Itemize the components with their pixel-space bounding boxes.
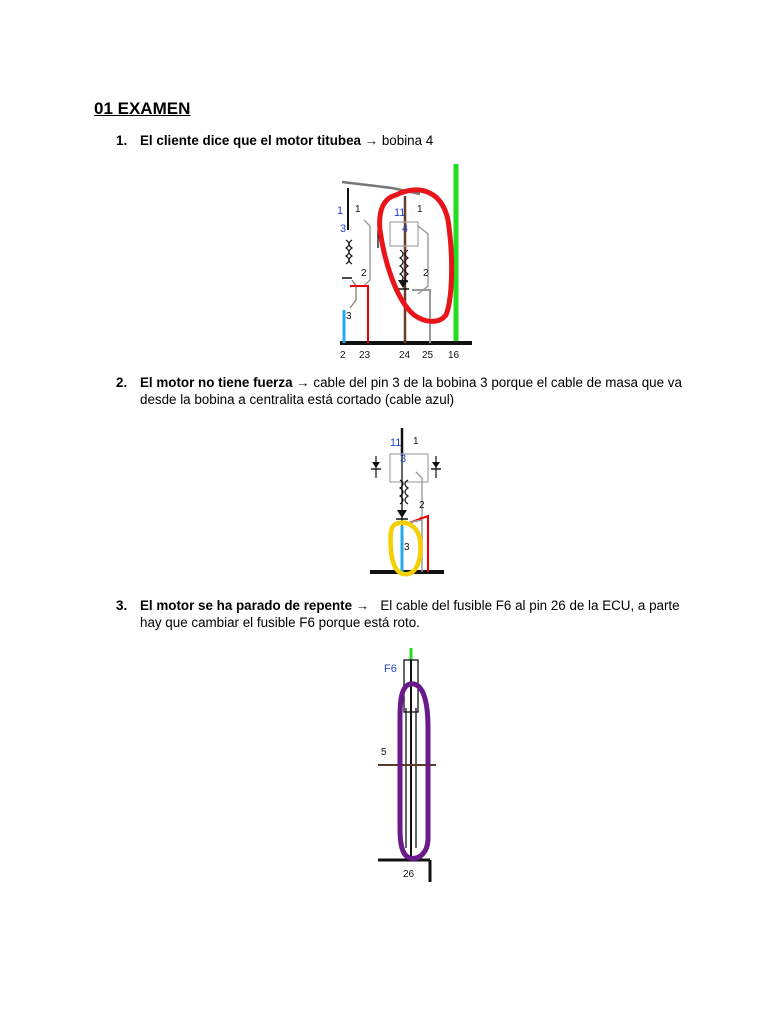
item-number: 2.	[116, 375, 128, 390]
terminal-label: 2	[340, 350, 346, 361]
pin-label: 1	[413, 436, 419, 447]
item-number: 1.	[116, 133, 128, 148]
coil-id: 4	[402, 223, 409, 235]
item-lead: El motor se ha parado de repente	[140, 598, 353, 613]
list-item	[116, 132, 686, 149]
pin-label: 2	[419, 500, 425, 511]
pin-label: 3	[404, 542, 410, 553]
wire-label: 5	[381, 747, 387, 758]
figure-coil-3-diagram	[366, 426, 446, 581]
pin-label: 2	[361, 268, 367, 279]
pin-label: 1	[355, 204, 361, 215]
item-answer: El cable del fusible F6 al pin 26 de la ECU, a parte hay que cambiar el fusible F6 porque está roto.	[140, 598, 680, 630]
pin-label: 1	[417, 204, 423, 215]
terminal-label: 16	[448, 350, 460, 361]
list-item	[116, 374, 686, 408]
coil-number: 11	[394, 207, 406, 219]
figure-coil-4-diagram	[336, 160, 476, 365]
item-answer: cable del pin 3 de la bobina 3 porque el cable de masa que va desde la bobina a centralita está cortado (cable azul)	[140, 375, 682, 407]
item-answer: bobina 4	[381, 133, 434, 148]
item-lead: El motor no tiene fuerza	[140, 375, 293, 390]
pin-label: 1	[337, 205, 344, 217]
fuse-label: F6	[384, 663, 397, 675]
terminal-label: 23	[359, 350, 371, 361]
pin-label: 3	[346, 311, 352, 322]
figure-fuse-f6-diagram	[374, 648, 440, 884]
item-number: 3.	[116, 598, 128, 613]
coil-id: 3	[400, 453, 407, 465]
pin-label: 26	[403, 869, 415, 880]
item-lead: El cliente dice que el motor titubea	[140, 133, 361, 148]
arrow: →	[364, 133, 379, 148]
list-item	[116, 597, 686, 631]
terminal-label: 24	[399, 350, 411, 361]
arrow: →	[355, 598, 370, 613]
terminal-label: 25	[422, 350, 434, 361]
coil-number: 11	[390, 437, 402, 449]
highlight-circle	[380, 190, 452, 322]
pin-label: 3	[340, 223, 347, 235]
page-title: 01 EXAMEN	[94, 99, 191, 118]
arrow: →	[296, 375, 310, 390]
pin-label: 2	[423, 268, 429, 279]
